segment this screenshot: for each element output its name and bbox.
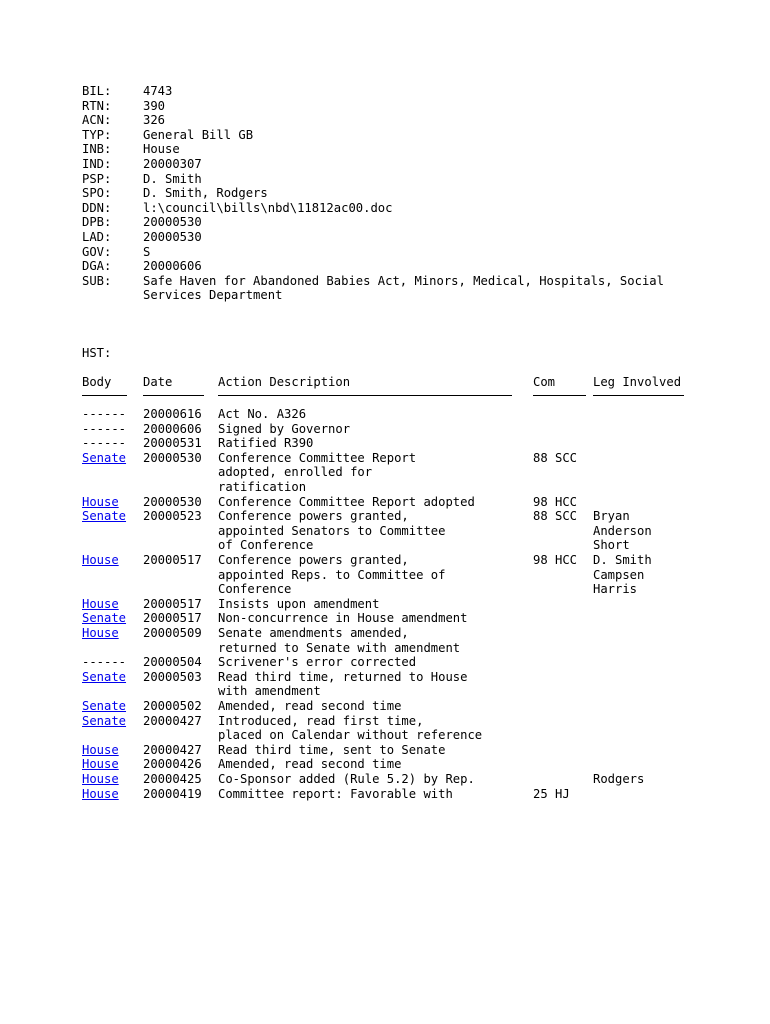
header-date: Date (143, 374, 173, 389)
header-underlines (82, 393, 722, 399)
meta-value: 390 (143, 98, 166, 113)
history-row (82, 670, 722, 699)
bill-metadata (82, 84, 722, 303)
date-cell: 20000606 (143, 421, 202, 436)
legislator-cell (593, 495, 693, 510)
action-cell: Introduced, read first time, placed on Calendar without reference (218, 713, 483, 743)
history-row (82, 626, 722, 655)
meta-row (82, 113, 722, 128)
chamber-link[interactable]: House (82, 626, 119, 640)
chamber-link[interactable]: Senate (82, 611, 127, 626)
action-cell: Conference powers granted, appointed Reps. to Committee of Conference (218, 553, 446, 597)
meta-row (82, 84, 722, 99)
meta-row (82, 201, 722, 216)
chamber-link[interactable]: Senate (82, 669, 127, 684)
meta-value: S (143, 244, 151, 259)
committee-cell (533, 772, 593, 787)
date-cell: 20000509 (143, 626, 202, 640)
date-cell: 20000530 (143, 450, 202, 465)
meta-value: 20000307 (143, 156, 202, 171)
legislator-cell (593, 743, 693, 758)
history-row (82, 495, 722, 510)
date-cell: 20000517 (143, 553, 202, 568)
body-link[interactable] (82, 509, 143, 553)
meta-value: General Bill GB (143, 127, 254, 142)
body-link[interactable] (82, 495, 143, 510)
history-row (82, 757, 722, 772)
date-cell: 20000504 (143, 655, 202, 670)
action-cell: Committee report: Favorable with (218, 786, 453, 801)
body-link[interactable] (82, 787, 143, 802)
committee-cell (533, 597, 593, 612)
action-cell: Amended, read second time (218, 757, 402, 772)
meta-value: D. Smith (143, 171, 202, 186)
date-cell: 20000427 (143, 713, 202, 728)
legislator-cell (593, 757, 693, 772)
header-action: Action Description (218, 374, 351, 389)
committee-cell: 98 HCC (533, 553, 578, 568)
committee-cell: 88 SCC (533, 509, 578, 524)
meta-value: Safe Haven for Abandoned Babies Act, Minors, Medical, Hospitals, Social Services Department (143, 273, 664, 303)
committee-cell (533, 670, 593, 699)
underline-com (533, 395, 586, 396)
header-body: Body (82, 374, 112, 389)
body-link[interactable] (82, 670, 143, 699)
meta-value: 326 (143, 113, 166, 128)
action-cell: Read third time, sent to Senate (218, 742, 446, 757)
action-cell: Conference Committee Report adopted, enrolled for ratification (218, 450, 417, 495)
chamber-link[interactable]: House (82, 771, 119, 786)
chamber-link[interactable]: Senate (82, 713, 127, 728)
date-cell: 20000419 (143, 786, 202, 801)
underline-body (82, 395, 127, 396)
date-cell: 20000530 (143, 494, 202, 509)
action-cell: Co-Sponsor added (Rule 5.2) by Rep. (218, 771, 475, 786)
legislator-cell: Bryan Anderson Short (593, 509, 652, 553)
meta-key: DDN: (82, 200, 112, 215)
chamber-link[interactable]: House (82, 742, 119, 757)
underline-date (143, 395, 204, 396)
history-row (82, 743, 722, 758)
chamber-link[interactable]: House (82, 786, 119, 801)
meta-row (82, 99, 722, 114)
meta-row (82, 172, 722, 187)
meta-key: PSP: (82, 171, 112, 186)
meta-row (82, 186, 722, 201)
legislator-cell (593, 655, 693, 670)
chamber-link[interactable]: Senate (82, 698, 127, 713)
committee-cell (533, 436, 593, 451)
underline-leg (593, 395, 684, 396)
chamber-link[interactable]: House (82, 494, 119, 509)
committee-cell (533, 422, 593, 437)
date-cell: 20000427 (143, 742, 202, 757)
chamber-link[interactable]: Senate (82, 509, 127, 524)
body-link[interactable] (82, 626, 143, 655)
action-cell: Amended, read second time (218, 698, 402, 713)
history-row (82, 714, 722, 743)
date-cell: 20000517 (143, 611, 202, 626)
history-row (82, 422, 722, 437)
meta-row (82, 128, 722, 143)
meta-key: IND: (82, 156, 112, 171)
meta-row (82, 215, 722, 230)
action-cell: Insists upon amendment (218, 596, 380, 611)
action-cell: Senate amendments amended, returned to Senate with amendment (218, 626, 461, 655)
history-row (82, 509, 722, 553)
body-link[interactable] (82, 757, 143, 772)
meta-key: DPB: (82, 215, 112, 230)
meta-key: SUB: (82, 273, 112, 288)
body-cell: ------ (82, 421, 127, 436)
chamber-link[interactable]: House (82, 596, 119, 611)
meta-key: RTN: (82, 98, 112, 113)
committee-cell (533, 655, 593, 670)
action-cell: Read third time, returned to House with amendment (218, 669, 468, 699)
body-link[interactable] (82, 451, 143, 495)
committee-cell (533, 611, 593, 626)
meta-key: TYP: (82, 127, 112, 142)
committee-cell (533, 407, 593, 422)
body-link[interactable] (82, 699, 143, 714)
body-link[interactable] (82, 743, 143, 758)
legislator-cell (593, 626, 693, 655)
action-cell: Signed by Governor (218, 421, 351, 436)
legislator-cell (593, 597, 693, 612)
body-link[interactable] (82, 597, 143, 612)
header-leg: Leg Involved (593, 374, 682, 389)
meta-value: l:\council\bills\nbd\11812ac00.doc (143, 200, 393, 215)
committee-cell (533, 757, 593, 772)
legislator-cell (593, 407, 693, 422)
body-cell: ------ (82, 407, 127, 422)
history-row (82, 451, 722, 495)
history-row (82, 611, 722, 626)
body-link[interactable] (82, 553, 143, 597)
action-cell: Conference Committee Report adopted (218, 494, 475, 509)
body-link[interactable] (82, 772, 143, 787)
history-row (82, 553, 722, 597)
legislator-cell: Rodgers (593, 771, 645, 786)
legislator-cell (593, 714, 693, 743)
legislator-cell (593, 670, 693, 699)
history-row (82, 655, 722, 670)
meta-row (82, 157, 722, 172)
history-row (82, 787, 722, 802)
date-cell: 20000531 (143, 436, 202, 451)
history-row (82, 597, 722, 612)
legislator-cell (593, 422, 693, 437)
legislator-cell (593, 787, 693, 802)
header-com: Com (533, 374, 556, 389)
underline-action (218, 395, 512, 396)
action-cell: Non-concurrence in House amendment (218, 611, 468, 626)
meta-value: 4743 (143, 84, 173, 98)
body-cell: ------ (82, 436, 127, 451)
legislator-cell (593, 451, 693, 495)
history-table (82, 407, 722, 801)
committee-cell (533, 743, 593, 758)
meta-key: BIL: (82, 84, 112, 98)
history-row (82, 772, 722, 787)
history-row (82, 407, 722, 422)
committee-cell (533, 626, 593, 655)
body-cell: ------ (82, 655, 127, 670)
action-cell: Ratified R390 (218, 436, 314, 451)
body-link[interactable] (82, 714, 143, 743)
meta-value: 20000530 (143, 229, 202, 244)
meta-key: INB: (82, 142, 112, 157)
legislator-cell (593, 611, 693, 626)
date-cell: 20000616 (143, 407, 202, 422)
meta-key: SPO: (82, 186, 112, 201)
legislator-cell (593, 436, 693, 451)
legislator-cell (593, 699, 693, 714)
body-link[interactable] (82, 611, 143, 626)
history-label: HST: (82, 345, 112, 360)
bill-document (82, 84, 722, 801)
history-row (82, 699, 722, 714)
committee-cell (533, 714, 593, 743)
meta-row (82, 259, 722, 274)
history-header (82, 375, 722, 390)
date-cell: 20000517 (143, 596, 202, 611)
action-cell: Scrivener's error corrected (218, 655, 417, 670)
chamber-link[interactable]: Senate (82, 450, 127, 465)
meta-value: 20000530 (143, 215, 202, 230)
date-cell: 20000503 (143, 669, 202, 684)
date-cell: 20000426 (143, 757, 202, 772)
meta-key: ACN: (82, 113, 112, 128)
meta-row (82, 230, 722, 245)
meta-key: LAD: (82, 229, 112, 244)
meta-value: D. Smith, Rodgers (143, 186, 268, 201)
date-cell: 20000425 (143, 771, 202, 786)
meta-row (82, 274, 722, 303)
meta-value: 20000606 (143, 259, 202, 274)
date-cell: 20000502 (143, 698, 202, 713)
chamber-link[interactable]: House (82, 757, 119, 772)
meta-key: DGA: (82, 259, 112, 274)
meta-value: House (143, 142, 180, 157)
legislator-cell: D. Smith Campsen Harris (593, 553, 652, 597)
action-cell: Act No. A326 (218, 407, 307, 422)
committee-cell: 98 HCC (533, 494, 578, 509)
meta-key: GOV: (82, 244, 112, 259)
meta-row (82, 245, 722, 260)
committee-cell (533, 699, 593, 714)
chamber-link[interactable]: House (82, 553, 119, 568)
action-cell: Conference powers granted, appointed Senators to Committee of Conference (218, 509, 446, 553)
committee-cell: 88 SCC (533, 450, 578, 465)
history-row (82, 436, 722, 451)
date-cell: 20000523 (143, 509, 202, 524)
meta-row (82, 142, 722, 157)
committee-cell: 25 HJ (533, 786, 570, 801)
